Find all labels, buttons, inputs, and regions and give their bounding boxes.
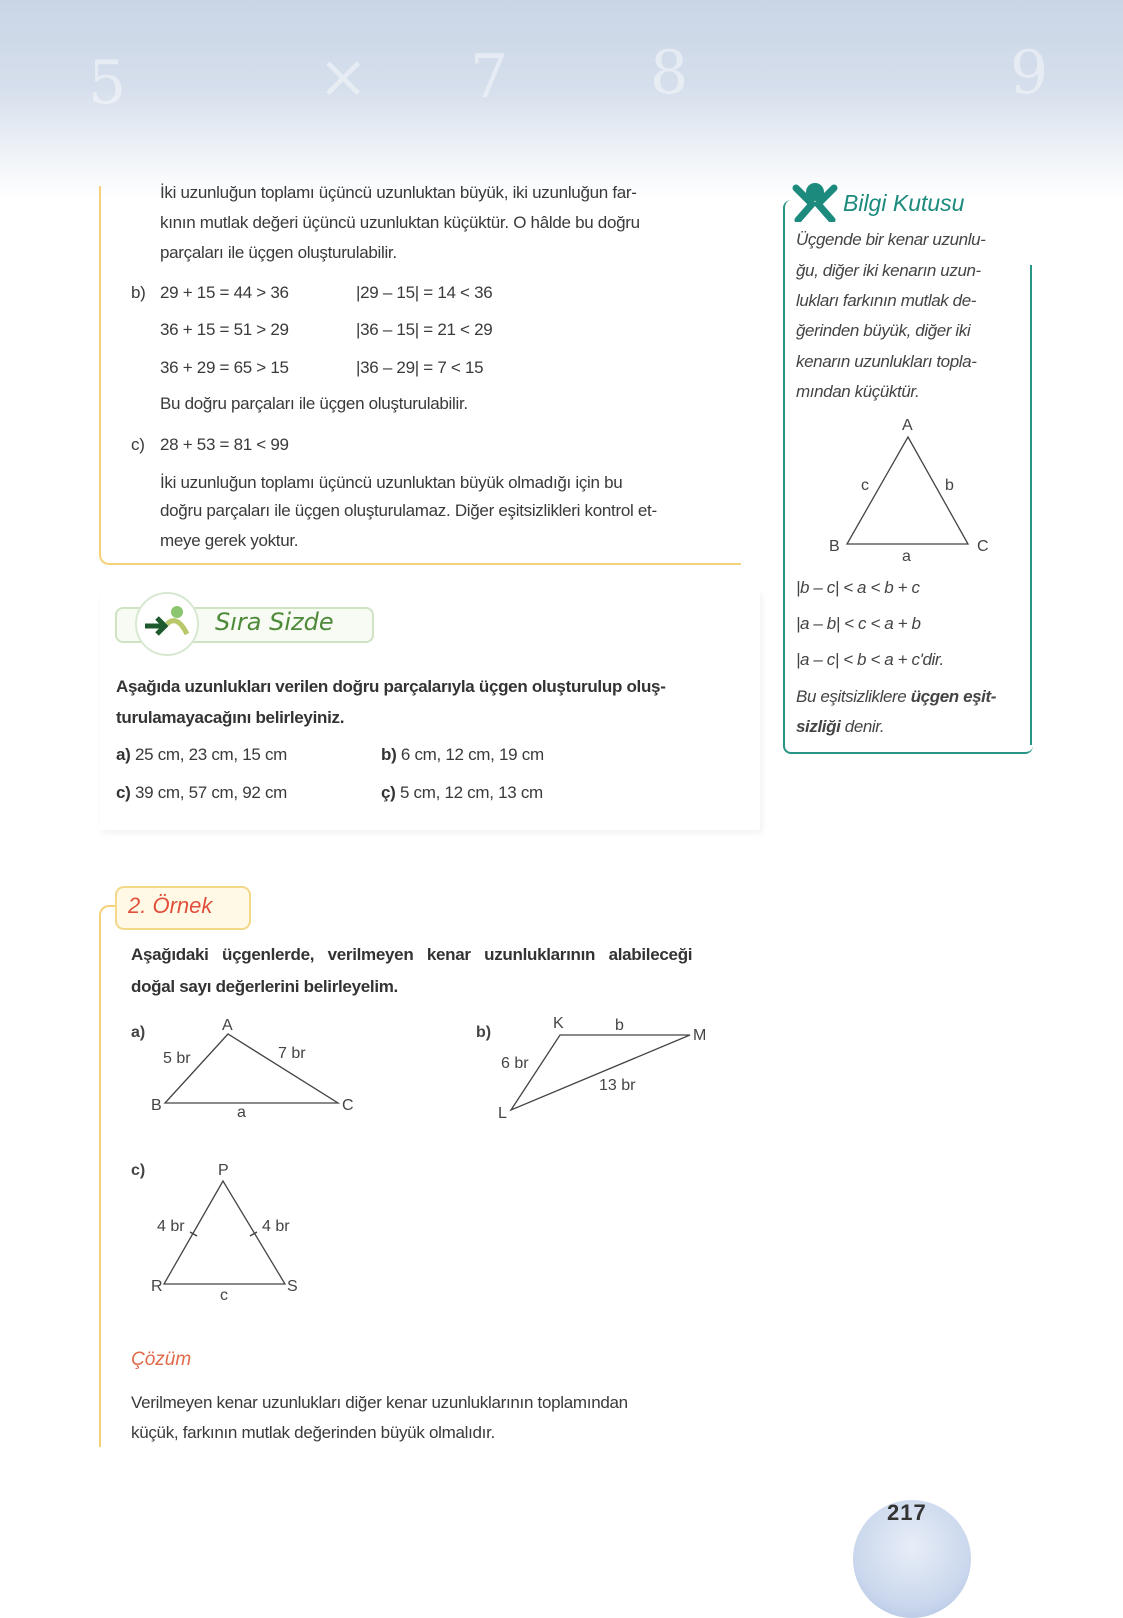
triangle-c — [131, 1162, 298, 1304]
side-label: 4 br — [157, 1218, 185, 1235]
b-conclusion: Bu doğru parçaları ile üçgen oluşturulabilir. — [160, 394, 468, 413]
example-title: 2. Örnek — [128, 893, 213, 918]
part-c-label: c) — [131, 435, 145, 454]
inequality: |a – c| < b < a + c'dir. — [796, 650, 944, 669]
intro-line: kının mutlak değeri üçüncü uzunluktan küçüktür. O hâlde bu doğru — [160, 213, 640, 232]
solution-text: Verilmeyen kenar uzunlukları diğer kenar uzunluklarının toplamından — [131, 1393, 628, 1412]
vertex-label: C — [342, 1097, 354, 1114]
side-label: c — [861, 477, 869, 494]
c-text: doğru parçaları ile üçgen oluşturulamaz. Diğer eşitsizlikleri kontrol et- — [160, 501, 657, 520]
vertex-label: A — [222, 1017, 233, 1034]
info-text: Üçgende bir kenar uzunlu- — [796, 230, 986, 249]
intro-line: parçaları ile üçgen oluşturulabilir. — [160, 243, 397, 262]
vertex-label: B — [829, 538, 840, 555]
intro-line: İki uzunluğun toplamı üçüncü uzunluktan büyük, iki uzunluğun far- — [160, 183, 637, 202]
example-question: doğal sayı değerlerini belirleyelim. — [131, 977, 398, 996]
b-diff: |36 – 29| = 7 < 15 — [356, 358, 484, 377]
side-label: a — [902, 548, 911, 565]
sira-sizde-title: Sıra Sizde — [215, 608, 334, 636]
solution-text: küçük, farkının mutlak değerinden büyük olmalıdır. — [131, 1423, 495, 1442]
banner-digit: 7 — [470, 42, 509, 112]
info-box-border — [1030, 265, 1032, 745]
triangle-b-label: b) — [476, 1024, 492, 1041]
vertex-label: L — [498, 1105, 507, 1122]
vertex-label: S — [287, 1278, 298, 1295]
b-sum: 36 + 29 = 65 > 15 — [160, 358, 289, 377]
info-text: ğu, diğer iki kenarın uzun- — [796, 261, 981, 280]
side-label: 6 br — [501, 1055, 529, 1072]
option-a: a) 25 cm, 23 cm, 15 cm — [116, 745, 288, 764]
c-equation: 28 + 53 = 81 < 99 — [160, 435, 289, 454]
example-question: Aşağıdaki üçgenlerde, verilmeyen kenar uzunluklarının alabileceği — [131, 945, 693, 964]
inequality: |a – b| < c < a + b — [796, 614, 921, 633]
triangle-a — [131, 1017, 354, 1121]
info-text: kenarın uzunlukları topla- — [796, 352, 977, 371]
vertex-label: M — [693, 1027, 707, 1044]
side-label: 5 br — [163, 1050, 191, 1067]
info-text: mından küçüktür. — [796, 382, 920, 401]
b-sum: 29 + 15 = 44 > 36 — [160, 283, 289, 302]
side-label: b — [945, 477, 954, 494]
side-label: 13 br — [599, 1077, 636, 1094]
vertex-label: R — [151, 1278, 163, 1295]
banner-digit: × — [318, 42, 369, 112]
c-text: meye gerek yoktur. — [160, 531, 299, 550]
banner-digit: 5 — [88, 48, 127, 118]
sira-question: turulamayacağını belirleyiniz. — [116, 708, 345, 727]
vertex-label: P — [218, 1162, 229, 1179]
side-label: b — [615, 1017, 624, 1034]
info-text: ğerinden büyük, diğer iki — [796, 321, 971, 340]
part-b-label: b) — [131, 283, 146, 302]
info-footer: sizliği denir. — [796, 717, 885, 736]
b-sum: 36 + 15 = 51 > 29 — [160, 320, 289, 339]
banner-digit: 9 — [1010, 38, 1049, 108]
vertex-label: B — [151, 1097, 162, 1114]
page-number: 217 — [887, 1500, 927, 1525]
side-label: 4 br — [262, 1218, 290, 1235]
vertex-label: C — [977, 538, 989, 555]
b-diff: |36 – 15| = 21 < 29 — [356, 320, 493, 339]
triangle-b — [476, 1015, 706, 1122]
c-text: İki uzunluğun toplamı üçüncü uzunluktan büyük olmadığı için bu — [160, 473, 623, 492]
triangle-c-label: c) — [131, 1162, 146, 1179]
option-b: b) 6 cm, 12 cm, 19 cm — [381, 745, 544, 764]
option-cc: ç) 5 cm, 12 cm, 13 cm — [381, 783, 543, 802]
triangle-a-label: a) — [131, 1024, 146, 1041]
inequality: |b – c| < a < b + c — [796, 578, 920, 597]
side-label: 7 br — [278, 1045, 306, 1062]
mascot-icon — [790, 180, 840, 227]
side-label: c — [220, 1287, 228, 1304]
banner-digit: 8 — [650, 38, 689, 108]
info-box — [783, 200, 1033, 754]
option-c: c) 39 cm, 57 cm, 92 cm — [116, 783, 288, 802]
info-box-title: Bilgi Kutusu — [843, 190, 965, 216]
b-diff: |29 – 15| = 14 < 36 — [356, 283, 493, 302]
info-text: lukları farkının mutlak de- — [796, 291, 977, 310]
vertex-label: A — [902, 417, 913, 434]
side-label: a — [237, 1104, 246, 1121]
sira-question: Aşağıda uzunlukları verilen doğru parçalarıyla üçgen oluşturulup oluş- — [116, 677, 666, 696]
vertex-label: K — [553, 1015, 564, 1032]
info-footer: Bu eşitsizliklere üçgen eşit- — [796, 687, 997, 706]
solution-title: Çözüm — [131, 1349, 192, 1370]
